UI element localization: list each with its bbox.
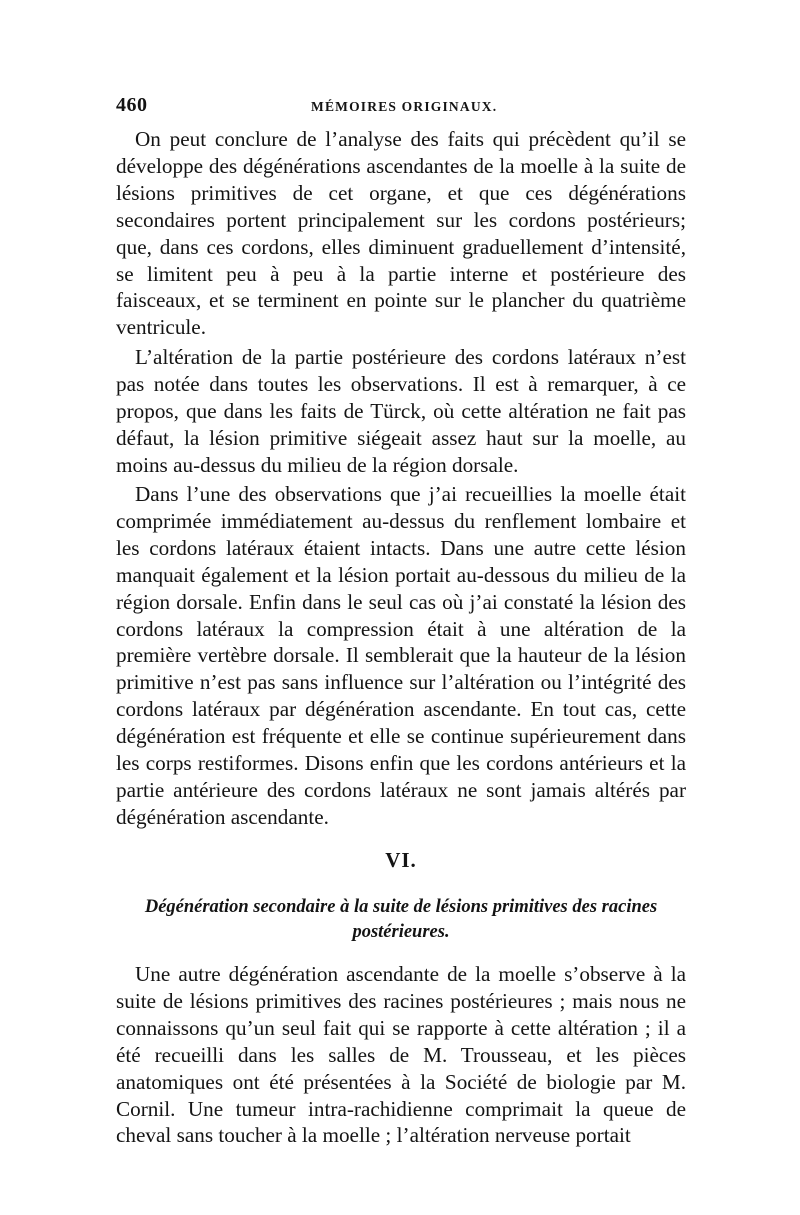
section-number: VI. — [385, 848, 417, 872]
paragraph-observations — [116, 481, 686, 831]
running-title: MÉMOIRES ORIGINAUX. — [311, 99, 498, 114]
paragraph-text: L’altération de la partie postérieure des cordons latéraux n’est pas notée dans toutes les observations. Il est à remarquer, à ce propos, que dans les faits de Türck, où cette altération ne fait pas défaut, la lésion primitive siégeait assez haut sur la moelle, au moins au-dessus du milieu de la région dorsale. — [116, 345, 686, 477]
paragraph-text: Une autre dégénération ascendante de la moelle s’observe à la suite de lésions primitives des racines postérieures ; mais nous ne connaissons qu’un seul fait qui se rapporte à cette altération ; il a été recueilli dans les salles de M. Trousseau, et les pièces anatomiques ont été présentées à la Société de biologie par M. Cornil. Une tumeur intra-rachidienne comprimait la queue de cheval sans toucher à la moelle ; l’altération nerveuse portait — [116, 962, 686, 1148]
page-header — [116, 94, 686, 120]
paragraph-conclusion — [116, 126, 686, 341]
paragraph-text: On peut conclure de l’analyse des faits qui précèdent qu’il se développe des dégénérations ascendantes de la moelle à la suite de lésions primitives de cet organe, et que ces dégénérations secondaires portent principalement sur les cordons postérieurs; que, dans ces cordons, elles diminuent graduellement d’intensité, se limitent peu à peu à la partie interne et postérieure des faisceaux, et se terminent en pointe sur le plancher du quatrième ventricule. — [116, 127, 686, 340]
paragraph-text: Dans l’une des observations que j’ai recueillies la moelle était comprimée immédiatement au-dessus du renflement lombaire et les cordons latéraux étaient intacts. Dans une autre cette lésion manquait également et la lésion portait au-dessous du milieu de la région dorsale. Enfin dans le seul cas où j’ai constaté la lésion des cordons latéraux la compression était à une altération de la première vertèbre dorsale. Il semblerait que la hauteur de la lésion primitive n’est pas sans influence sur l’altération ou l’intégrité des cordons latéraux par dégénération ascendante. En tout cas, cette dégénération est fréquente et elle se continue supérieurement dans les corps restiformes. Disons enfin que les cordons antérieurs et la partie antérieure des cordons latéraux ne sont jamais altérés par dégénération ascendante. — [116, 482, 686, 829]
section-heading: Dégénération secondaire à la suite de lésions primitives des racines postérieures. — [144, 897, 658, 942]
paragraph-posterior-roots — [116, 961, 686, 1149]
page-number: 460 — [116, 94, 148, 116]
paragraph-lateral-cords — [116, 344, 686, 479]
